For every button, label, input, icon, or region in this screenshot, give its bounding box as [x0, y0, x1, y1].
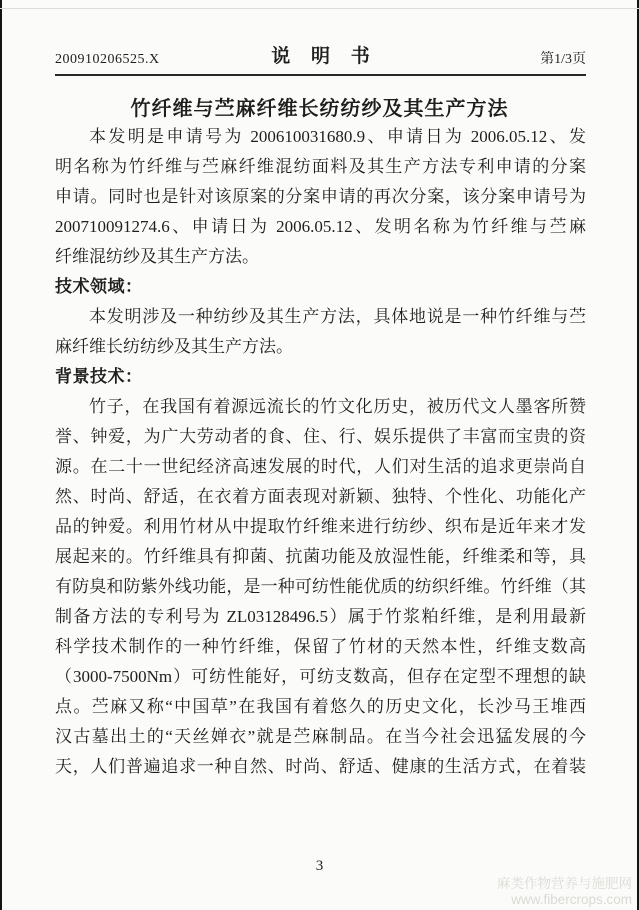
body-line: 天，人们普遍追求一种自然、时尚、舒适、健康的生活方式，在着装 — [55, 757, 586, 776]
body-line: 200710091274.6、申请日为 2006.05.12、发明名称为竹纤维与苎麻 — [55, 217, 586, 236]
body-text — [55, 122, 586, 782]
body-line: 本发明是申请号为 200610031680.9、申请日为 2006.05.12、发 — [89, 127, 586, 146]
scan-edge-left — [0, 0, 2, 910]
header-rule — [55, 74, 586, 76]
section-heading-technical-field: 技术领域： — [55, 277, 143, 296]
body-line: 明名称为竹纤维与苎麻纤维混纺面料及其生产方法专利申请的分案 — [55, 157, 586, 176]
body-line: （3000-7500Nm）可纺性能好，可纺支数高，但存在定型不理想的缺 — [55, 667, 586, 686]
body-line: 品的钟爱。利用竹材从中提取竹纤维来进行纺纱、织布是近年来才发 — [55, 517, 586, 536]
invention-title: 竹纤维与苎麻纤维长纺纺纱及其生产方法 — [130, 98, 509, 120]
body-line: 制备方法的专利号为 ZL03128496.5）属于竹浆粕纤维，是利用最新 — [55, 607, 586, 626]
watermark-site-url: www.fibercrops.com — [511, 891, 632, 907]
footer-page-number: 3 — [315, 858, 324, 874]
body-line: 本发明涉及一种纺纱及其生产方法，具体地说是一种竹纤维与苎 — [89, 307, 586, 326]
watermark-site-name: 麻类作物营养与施肥网 — [497, 876, 632, 891]
page-indicator: 第1/3页 — [540, 52, 586, 67]
body-line: 麻纤维长纺纺纱及其生产方法。 — [55, 337, 293, 356]
application-number: 200910206525.X — [55, 52, 160, 67]
body-line: 汉古墓出土的“天丝婵衣”就是苎麻制品。在当今社会迅猛发展的今 — [55, 727, 586, 746]
body-line: 科学技术制作的一种竹纤维，保留了竹材的天然本性，纤维支数高 — [55, 637, 586, 656]
body-line: 纤维混纺纱及其生产方法。 — [55, 247, 259, 266]
body-line: 展起来的。竹纤维具有抑菌、抗菌功能及放湿性能，纤维柔和等，具 — [55, 547, 586, 566]
page-header — [55, 44, 586, 68]
body-line: 点。苎麻又称“中国草”在我国有着悠久的历史文化，长沙马王堆西 — [55, 697, 586, 716]
body-line: 誉、钟爱，为广大劳动者的食、住、行、娱乐提供了丰富而宝贵的资 — [55, 427, 586, 446]
scan-artifact-line — [0, 8, 639, 9]
section-heading-background-art: 背景技术： — [55, 367, 143, 386]
document-type-title: 说 明 书 — [271, 46, 370, 67]
body-line: 竹子，在我国有着源远流长的竹文化历史，被历代文人墨客所赞 — [89, 397, 586, 416]
body-line: 源。在二十一世纪经济高速发展的时代，人们对生活的追求更崇尚自 — [55, 457, 586, 476]
watermark — [497, 876, 632, 907]
body-line: 然、时尚、舒适，在衣着方面表现对新颖、独特、个性化、功能化产 — [55, 487, 586, 506]
body-line: 申请。同时也是针对该原案的分案申请的再次分案，该分案申请号为 — [55, 187, 586, 206]
body-line: 有防臭和防紫外线功能，是一种可纺性能优质的纺织纤维。竹纤维（其 — [55, 577, 586, 596]
